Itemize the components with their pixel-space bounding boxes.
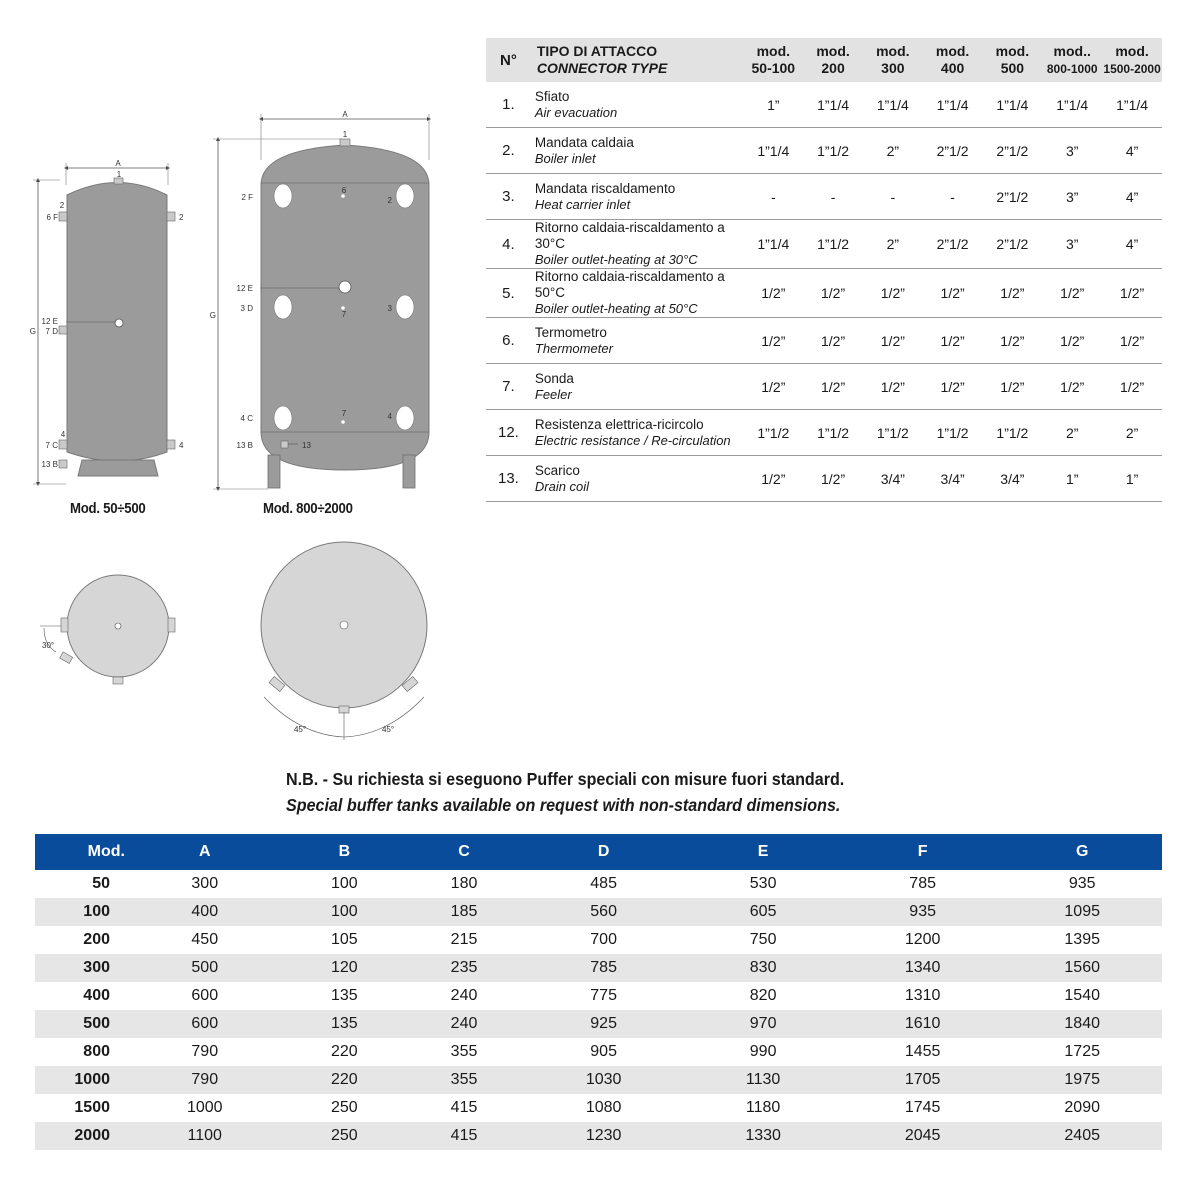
connector-size-cell: 3/4” xyxy=(863,456,923,502)
connector-size-cell: 1/2” xyxy=(1102,318,1162,364)
dim-header-6: F xyxy=(843,834,1003,870)
dimension-cell: 2045 xyxy=(843,1122,1003,1150)
connector-size-cell: - xyxy=(803,174,863,220)
table-row xyxy=(35,1094,1162,1122)
dimension-cell: 560 xyxy=(524,898,684,926)
dimension-cell: 450 xyxy=(191,931,219,948)
connector-type-table xyxy=(486,38,1162,502)
svg-text:45°: 45° xyxy=(293,725,307,734)
dimension-cell: 100 xyxy=(331,875,358,892)
large-tank-elevation xyxy=(210,110,429,489)
model-cell: 300 xyxy=(35,954,125,982)
dimension-cell: 2405 xyxy=(1002,1122,1162,1150)
model-cell: 50 xyxy=(92,875,110,892)
connector-size-cell: 1/2” xyxy=(923,318,983,364)
table-row xyxy=(35,954,1162,982)
table-row xyxy=(35,1066,1162,1094)
header-model-4 xyxy=(982,38,1042,82)
connector-size-cell: 1”1/2 xyxy=(982,410,1042,456)
dimension-cell: 1000 xyxy=(186,1099,223,1116)
svg-text:2: 2 xyxy=(59,201,65,210)
connector-size-cell: 1/2” xyxy=(743,318,803,364)
connector-size-cell: 2” xyxy=(863,128,923,174)
connector-size-cell: 1”1/4 xyxy=(1102,82,1162,128)
connector-size-cell: 2”1/2 xyxy=(923,128,983,174)
header-model-prefix: mod. xyxy=(876,43,910,59)
header-connector-type xyxy=(531,38,744,82)
small-tank-elevation xyxy=(30,159,184,484)
connector-number: 13. xyxy=(486,456,531,502)
connector-size-cell: 1/2” xyxy=(1042,364,1102,410)
small-tank-plan xyxy=(40,575,175,684)
connector-size-cell: 2”1/2 xyxy=(982,128,1042,174)
dimension-cell: 790 xyxy=(125,1066,285,1094)
dimension-cell: 775 xyxy=(590,987,617,1004)
dim-g-label: G xyxy=(29,327,36,336)
svg-text:4: 4 xyxy=(60,430,66,439)
connector-description xyxy=(531,318,744,364)
dimension-cell: 785 xyxy=(524,954,684,982)
dimension-table xyxy=(35,834,1162,1150)
connector-size-cell: - xyxy=(743,174,803,220)
connector-size-cell: 1”1/4 xyxy=(743,220,803,269)
connector-size-cell: 2”1/2 xyxy=(982,220,1042,269)
dimension-cell: 1230 xyxy=(524,1122,684,1150)
dimension-cell: 1180 xyxy=(745,1099,781,1116)
model-cell: 1000 xyxy=(35,1066,125,1094)
connector-name-it: Sonda xyxy=(534,370,574,386)
connector-size-cell: 1/2” xyxy=(803,269,863,318)
dimension-cell: 830 xyxy=(683,954,843,982)
header-model-range: 500 xyxy=(1000,60,1025,76)
connector-name-en: Feeler xyxy=(534,386,572,402)
small-tank-base xyxy=(78,460,158,476)
dimension-cell: 485 xyxy=(590,875,617,892)
table-row xyxy=(35,1038,1162,1066)
dimension-cell: 355 xyxy=(404,1066,524,1094)
connector-description xyxy=(531,128,744,174)
connector-number: 2. xyxy=(486,128,531,174)
dimension-cell: 750 xyxy=(749,931,777,948)
small-model-caption: Mod. 50÷500 xyxy=(70,500,146,517)
large-tank-leg-right xyxy=(403,455,415,488)
header-type-en: CONNECTOR TYPE xyxy=(536,60,668,76)
table-row xyxy=(35,870,1162,898)
connector-size-cell: 3” xyxy=(1042,128,1102,174)
dimension-cell: 400 xyxy=(125,898,285,926)
model-cell: 500 xyxy=(35,1010,125,1038)
dimension-cell: 970 xyxy=(683,1010,843,1038)
connector-size-cell: 4” xyxy=(1102,174,1162,220)
connector-size-cell: 1/2” xyxy=(982,364,1042,410)
model-cell: 200 xyxy=(83,931,110,948)
connector-size-cell: 2”1/2 xyxy=(982,174,1042,220)
connector-size-cell: 2” xyxy=(863,220,923,269)
connector-size-cell: 2” xyxy=(1042,410,1102,456)
note-line-italian: N.B. - Su richiesta si eseguono Puffer speciali con misure fuori standard. xyxy=(286,769,845,789)
connector-size-cell: 3/4” xyxy=(923,456,983,502)
connector-size-cell: 1/2” xyxy=(803,318,863,364)
dimension-cell: 1840 xyxy=(1002,1010,1162,1038)
svg-text:12 E: 12 E xyxy=(236,284,253,293)
header-model-prefix: mod. xyxy=(995,43,1030,59)
connector-size-cell: 2”1/2 xyxy=(923,220,983,269)
dimension-cell: 1725 xyxy=(1064,1043,1100,1060)
dim-header-7: G xyxy=(1002,834,1162,870)
svg-text:3 D: 3 D xyxy=(240,304,253,313)
dimension-cell: 600 xyxy=(125,1010,285,1038)
header-model-range: 200 xyxy=(821,60,845,76)
connector-size-cell: 1” xyxy=(1042,456,1102,502)
connector-name-en: Thermometer xyxy=(534,340,613,356)
dimension-cell: 215 xyxy=(450,931,478,948)
connector-name-it: Termometro xyxy=(534,324,607,340)
table-row xyxy=(35,982,1162,1010)
connector-size-cell: 1” xyxy=(743,82,803,128)
connector-size-cell: 1/2” xyxy=(1042,318,1102,364)
connector-row xyxy=(486,410,1162,456)
connector-number: 5. xyxy=(486,269,531,318)
svg-text:13: 13 xyxy=(302,441,311,450)
connector-description xyxy=(531,364,744,410)
connector-size-cell: 1/2” xyxy=(982,269,1042,318)
dimension-cell: 1610 xyxy=(843,1010,1003,1038)
connector-name-en: Drain coil xyxy=(534,478,590,494)
tank-drawings-svg xyxy=(0,0,470,760)
connector-name-en: Boiler outlet-heating at 50°C xyxy=(534,301,698,316)
connector-row xyxy=(486,269,1162,318)
dimension-cell: 1455 xyxy=(904,1043,941,1060)
dimension-cell: 250 xyxy=(331,1099,358,1116)
connector-size-cell: 1”1/4 xyxy=(923,82,983,128)
dimension-cell: 300 xyxy=(191,875,219,892)
connector-name-en: Air evacuation xyxy=(534,104,618,120)
dim-header-0: Mod. xyxy=(35,834,125,870)
header-model-0 xyxy=(743,38,803,82)
dimension-cell: 1705 xyxy=(843,1066,1003,1094)
svg-text:30°: 30° xyxy=(42,641,55,650)
connector-size-cell: 1”1/2 xyxy=(863,410,923,456)
dimension-cell: 240 xyxy=(404,1010,524,1038)
connector-name-it: Resistenza elettrica-ricircolo xyxy=(534,416,704,432)
dimension-cell: 935 xyxy=(1068,875,1096,892)
header-model-range: 400 xyxy=(940,60,965,76)
connector-size-cell: 1/2” xyxy=(923,364,983,410)
connector-size-cell: 1” xyxy=(1102,456,1162,502)
connector-number: 12. xyxy=(486,410,531,456)
dimension-cell: 600 xyxy=(191,987,219,1004)
dim-a-label: A xyxy=(115,159,121,168)
table-row xyxy=(35,898,1162,926)
connector-row xyxy=(486,174,1162,220)
connector-row xyxy=(486,318,1162,364)
table-row xyxy=(35,926,1162,954)
connector-name-it: Mandata caldaia xyxy=(534,134,634,150)
dimension-cell: 1340 xyxy=(843,954,1003,982)
svg-text:4 C: 4 C xyxy=(240,414,253,423)
connector-name-it: Mandata riscaldamento xyxy=(534,180,676,196)
connector-size-cell: 1/2” xyxy=(743,364,803,410)
dimension-cell: 100 xyxy=(285,898,405,926)
dimension-cell: 785 xyxy=(909,875,936,892)
technical-drawings xyxy=(0,0,470,760)
svg-text:2 F: 2 F xyxy=(241,193,253,202)
dimension-cell: 1975 xyxy=(1002,1066,1162,1094)
connector-size-cell: 3” xyxy=(1042,174,1102,220)
connector-size-cell: 2” xyxy=(1102,410,1162,456)
connector-name-it: Scarico xyxy=(534,462,580,478)
connector-description xyxy=(531,220,744,269)
connector-row xyxy=(486,456,1162,502)
connector-size-cell: 1”1/2 xyxy=(803,128,863,174)
header-model-2 xyxy=(863,38,923,82)
connector-size-cell: 1/2” xyxy=(863,318,923,364)
connector-size-cell: 1/2” xyxy=(803,364,863,410)
dimension-cell: 185 xyxy=(404,898,524,926)
header-model-6 xyxy=(1102,38,1162,82)
dim-header-1: A xyxy=(125,834,285,870)
connector-number: 3. xyxy=(486,174,531,220)
connector-size-cell: 1”1/4 xyxy=(863,82,923,128)
connector-size-cell: 3/4” xyxy=(982,456,1042,502)
connector-row xyxy=(486,220,1162,269)
connector-size-cell: 1/2” xyxy=(982,318,1042,364)
connector-size-cell: 1/2” xyxy=(923,269,983,318)
svg-text:4: 4 xyxy=(179,441,184,450)
svg-text:2: 2 xyxy=(179,213,184,222)
svg-text:A: A xyxy=(342,110,348,119)
dimension-cell: 105 xyxy=(331,931,358,948)
model-cell: 1500 xyxy=(74,1099,110,1116)
connector-size-cell: 4” xyxy=(1102,128,1162,174)
connector-size-cell: 1”1/4 xyxy=(803,82,863,128)
header-model-prefix: mod. xyxy=(816,43,850,59)
dimension-cell: 1200 xyxy=(904,931,941,948)
connector-size-cell: - xyxy=(863,174,923,220)
dimension-cell: 135 xyxy=(285,1010,405,1038)
connector-size-cell: 1/2” xyxy=(1102,364,1162,410)
header-model-prefix: mod. xyxy=(935,43,970,59)
dimension-cell: 355 xyxy=(450,1043,478,1060)
svg-text:45°: 45° xyxy=(381,725,395,734)
dim-header-4: D xyxy=(524,834,684,870)
dimension-cell: 240 xyxy=(450,987,478,1004)
dimension-cell: 1080 xyxy=(585,1099,622,1116)
svg-text:7: 7 xyxy=(341,409,347,418)
connector-size-cell: 1/2” xyxy=(743,456,803,502)
svg-text:7 C: 7 C xyxy=(45,441,58,450)
connector-size-cell: 4” xyxy=(1102,220,1162,269)
header-model-range: 1500-2000 xyxy=(1103,61,1161,76)
connector-size-cell: 1”1/2 xyxy=(743,410,803,456)
svg-text:7: 7 xyxy=(341,310,347,319)
dimension-cell: 135 xyxy=(331,987,358,1004)
svg-text:2: 2 xyxy=(387,196,392,205)
dimension-cell: 415 xyxy=(450,1099,478,1116)
dimension-cell: 1100 xyxy=(125,1122,285,1150)
svg-text:6 F: 6 F xyxy=(46,213,58,222)
header-model-range: 300 xyxy=(881,60,905,76)
header-model-5 xyxy=(1042,38,1102,82)
connector-name-en: Boiler inlet xyxy=(534,150,596,166)
svg-text:1: 1 xyxy=(342,130,348,139)
note-line-english: Special buffer tanks available on request with non-standard dimensions. xyxy=(286,795,841,815)
svg-text:3: 3 xyxy=(387,304,392,313)
large-model-caption: Mod. 800÷2000 xyxy=(263,500,353,517)
dimension-cell: 120 xyxy=(285,954,405,982)
dimension-cell: 1540 xyxy=(1064,987,1100,1004)
connector-size-cell: - xyxy=(923,174,983,220)
connector-name-en: Electric resistance / Re-circulation xyxy=(534,432,731,448)
dimension-cell: 1745 xyxy=(904,1099,941,1116)
connector-size-cell: 3” xyxy=(1042,220,1102,269)
dimension-cell: 2090 xyxy=(1064,1099,1100,1116)
connector-size-cell: 1/2” xyxy=(863,364,923,410)
dim-header-5: E xyxy=(683,834,843,870)
dimension-cell: 820 xyxy=(749,987,777,1004)
dimension-cell: 530 xyxy=(749,875,777,892)
svg-text:G: G xyxy=(209,311,216,320)
svg-text:1: 1 xyxy=(116,170,122,179)
svg-text:7 D: 7 D xyxy=(45,327,58,336)
connector-size-cell: 1”1/2 xyxy=(923,410,983,456)
dimension-cell: 235 xyxy=(404,954,524,982)
connector-description xyxy=(531,82,744,128)
table-row xyxy=(35,1010,1162,1038)
connector-number: 4. xyxy=(486,220,531,269)
dimension-cell: 1030 xyxy=(524,1066,684,1094)
connector-number: 7. xyxy=(486,364,531,410)
svg-text:4: 4 xyxy=(387,412,392,421)
dimension-cell: 1560 xyxy=(1002,954,1162,982)
connector-size-cell: 1”1/4 xyxy=(1042,82,1102,128)
connector-name-it: Ritorno caldaia-riscaldamento a 50°C xyxy=(534,269,725,300)
svg-text:13 B: 13 B xyxy=(41,460,58,469)
header-model-prefix: mod.. xyxy=(1053,42,1091,59)
header-model-range: 800-1000 xyxy=(1046,61,1098,76)
connector-description xyxy=(531,174,744,220)
connector-size-cell: 1”1/2 xyxy=(803,220,863,269)
large-tank-leg-left xyxy=(268,455,280,488)
connector-row xyxy=(486,128,1162,174)
connector-description xyxy=(531,410,744,456)
dimension-cell: 1310 xyxy=(904,987,941,1004)
connector-name-en: Heat carrier inlet xyxy=(534,196,631,212)
dim-header-3: C xyxy=(404,834,524,870)
model-cell: 800 xyxy=(83,1043,110,1060)
dimension-cell: 1395 xyxy=(1064,931,1100,948)
connector-name-it: Sfiato xyxy=(534,88,570,104)
dimension-table-header xyxy=(35,834,1162,870)
dimension-cell: 500 xyxy=(125,954,285,982)
dimension-cell: 220 xyxy=(285,1066,405,1094)
connector-row xyxy=(486,82,1162,128)
header-model-prefix: mod. xyxy=(756,43,791,59)
connector-size-cell: 1”1/2 xyxy=(803,410,863,456)
large-tank-plan xyxy=(261,542,427,740)
dimension-cell: 905 xyxy=(590,1043,617,1060)
connector-description xyxy=(531,456,744,502)
model-cell: 100 xyxy=(35,898,125,926)
dimension-cell: 700 xyxy=(590,931,617,948)
model-cell: 400 xyxy=(83,987,110,1004)
header-type-it: TIPO DI ATTACCO xyxy=(536,43,658,59)
dimension-cell: 415 xyxy=(404,1122,524,1150)
connector-size-cell: 1/2” xyxy=(863,269,923,318)
dimension-cell: 220 xyxy=(331,1043,358,1060)
connector-size-cell: 1”1/4 xyxy=(743,128,803,174)
dimension-cell: 180 xyxy=(450,875,478,892)
connector-number: 1. xyxy=(486,82,531,128)
header-model-1 xyxy=(803,38,863,82)
header-model-3 xyxy=(923,38,983,82)
header-model-range: 50-100 xyxy=(751,60,796,76)
dimension-cell: 790 xyxy=(191,1043,219,1060)
dimension-cell: 990 xyxy=(749,1043,777,1060)
connector-size-cell: 1/2” xyxy=(1102,269,1162,318)
dimension-cell: 250 xyxy=(285,1122,405,1150)
connector-table-header xyxy=(486,38,1162,82)
dimension-cell: 1330 xyxy=(683,1122,843,1150)
model-cell: 2000 xyxy=(35,1122,125,1150)
connector-size-cell: 1/2” xyxy=(743,269,803,318)
small-front-connection xyxy=(115,319,123,327)
connector-size-cell: 1”1/4 xyxy=(982,82,1042,128)
connector-description xyxy=(531,269,744,318)
connector-row xyxy=(486,364,1162,410)
dimension-cell: 1130 xyxy=(683,1066,843,1094)
dimension-cell: 935 xyxy=(843,898,1003,926)
svg-text:12 E: 12 E xyxy=(41,317,58,326)
dimension-cell: 925 xyxy=(524,1010,684,1038)
dimension-cell: 605 xyxy=(683,898,843,926)
table-row xyxy=(35,1122,1162,1150)
header-num: N° xyxy=(486,38,531,82)
header-model-prefix: mod. xyxy=(1115,42,1149,59)
dim-header-2: B xyxy=(285,834,405,870)
dimension-cell: 1095 xyxy=(1002,898,1162,926)
connector-size-cell: 1/2” xyxy=(1042,269,1102,318)
connector-name-en: Boiler outlet-heating at 30°C xyxy=(534,252,698,267)
svg-text:13 B: 13 B xyxy=(236,441,253,450)
svg-text:6: 6 xyxy=(341,186,347,195)
connector-size-cell: 1/2” xyxy=(803,456,863,502)
connector-name-it: Ritorno caldaia-riscaldamento a 30°C xyxy=(534,220,725,251)
connector-number: 6. xyxy=(486,318,531,364)
